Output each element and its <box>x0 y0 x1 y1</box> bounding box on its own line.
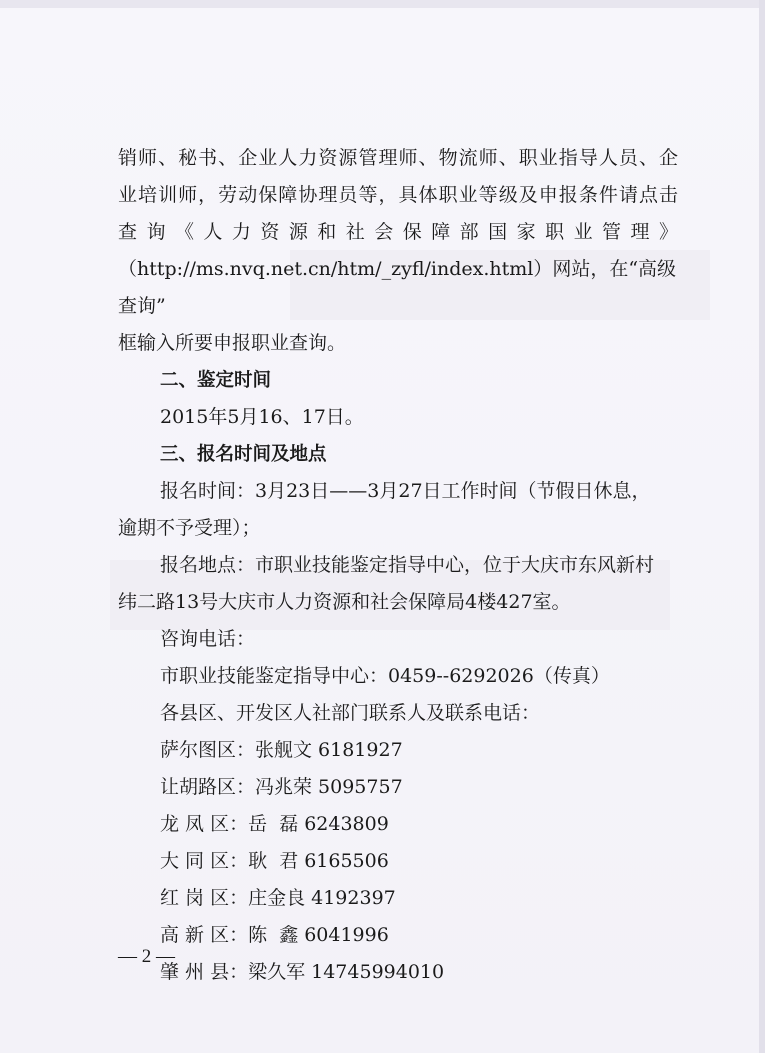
contact-person: 陈 鑫 <box>248 924 299 946</box>
contact-row <box>118 769 678 806</box>
contact-district: 大 同 区 <box>160 850 230 872</box>
contact-phone: 5095757 <box>318 776 403 798</box>
contact-district: 高 新 区 <box>160 924 230 946</box>
paragraph-line: 市职业技能鉴定指导中心：0459--6292026（传真） <box>160 665 610 687</box>
contact-person: 庄金良 <box>248 887 306 909</box>
contact-separator: ： <box>229 887 249 909</box>
paragraph-line: 销师、秘书、企业人力资源管理师、物流师、职业指导人员、企 <box>118 147 678 169</box>
section-heading: 二、鉴定时间 <box>160 370 272 391</box>
contact-person: 张舰文 <box>255 739 313 761</box>
contact-district: 龙 凤 区 <box>160 813 230 835</box>
contact-row <box>118 806 678 843</box>
contact-row <box>118 954 678 991</box>
contact-row <box>118 732 678 769</box>
contact-district: 红 岗 区 <box>160 887 230 909</box>
contact-row <box>118 843 678 880</box>
contact-district: 萨尔图区 <box>160 739 237 761</box>
contact-phone: 6041996 <box>304 924 389 946</box>
contact-person: 耿 君 <box>248 850 299 872</box>
paragraph-line: 纬二路13号大庆市人力资源和社会保障局4楼427室。 <box>118 591 571 613</box>
contact-separator: ： <box>236 776 256 798</box>
paragraph-line: （http://ms.nvq.net.cn/htm/_zyfl/index.html）网站，在“高级查询” <box>118 258 677 317</box>
contact-phone: 14745994010 <box>311 961 445 983</box>
paragraph-line: 业培训师，劳动保障协理员等，具体职业等级及申报条件请点击 <box>118 184 678 206</box>
section-heading: 三、报名时间及地点 <box>160 444 327 465</box>
contact-phone: 4192397 <box>311 887 396 909</box>
paragraph-line: 咨询电话： <box>160 628 256 650</box>
scan-edge <box>759 0 765 1053</box>
paragraph-line: 查询《人力资源和社会保障部国家职业管理》 <box>118 221 678 243</box>
contact-separator: ： <box>229 924 249 946</box>
paragraph-line: 框输入所要申报职业查询。 <box>118 332 347 354</box>
contact-separator: ： <box>229 961 249 983</box>
contact-person: 梁久军 <box>248 961 306 983</box>
paragraph-line: 报名时间：3月23日——3月27日工作时间（节假日休息， <box>160 480 651 502</box>
paragraph-line: 报名地点：市职业技能鉴定指导中心，位于大庆市东风新村 <box>160 554 655 576</box>
contact-row <box>118 880 678 917</box>
paragraph-line: 2015年5月16、17日。 <box>160 406 364 428</box>
contact-separator: ： <box>229 850 249 872</box>
contact-separator: ： <box>236 739 256 761</box>
scan-edge <box>0 0 765 8</box>
paragraph-line: 各县区、开发区人社部门联系人及联系电话： <box>160 702 541 724</box>
contact-district: 肇 州 县 <box>160 961 230 983</box>
contact-phone: 6181927 <box>318 739 403 761</box>
contact-separator: ： <box>229 813 249 835</box>
contact-phone: 6165506 <box>304 850 389 872</box>
contact-phone: 6243809 <box>304 813 389 835</box>
contact-person: 冯兆荣 <box>255 776 313 798</box>
paragraph-line: 逾期不予受理）； <box>118 517 261 539</box>
page-number: — 2 — <box>118 946 175 967</box>
contact-row <box>118 917 678 954</box>
contact-person: 岳 磊 <box>248 813 299 835</box>
document-body <box>118 140 678 991</box>
contact-district: 让胡路区 <box>160 776 237 798</box>
